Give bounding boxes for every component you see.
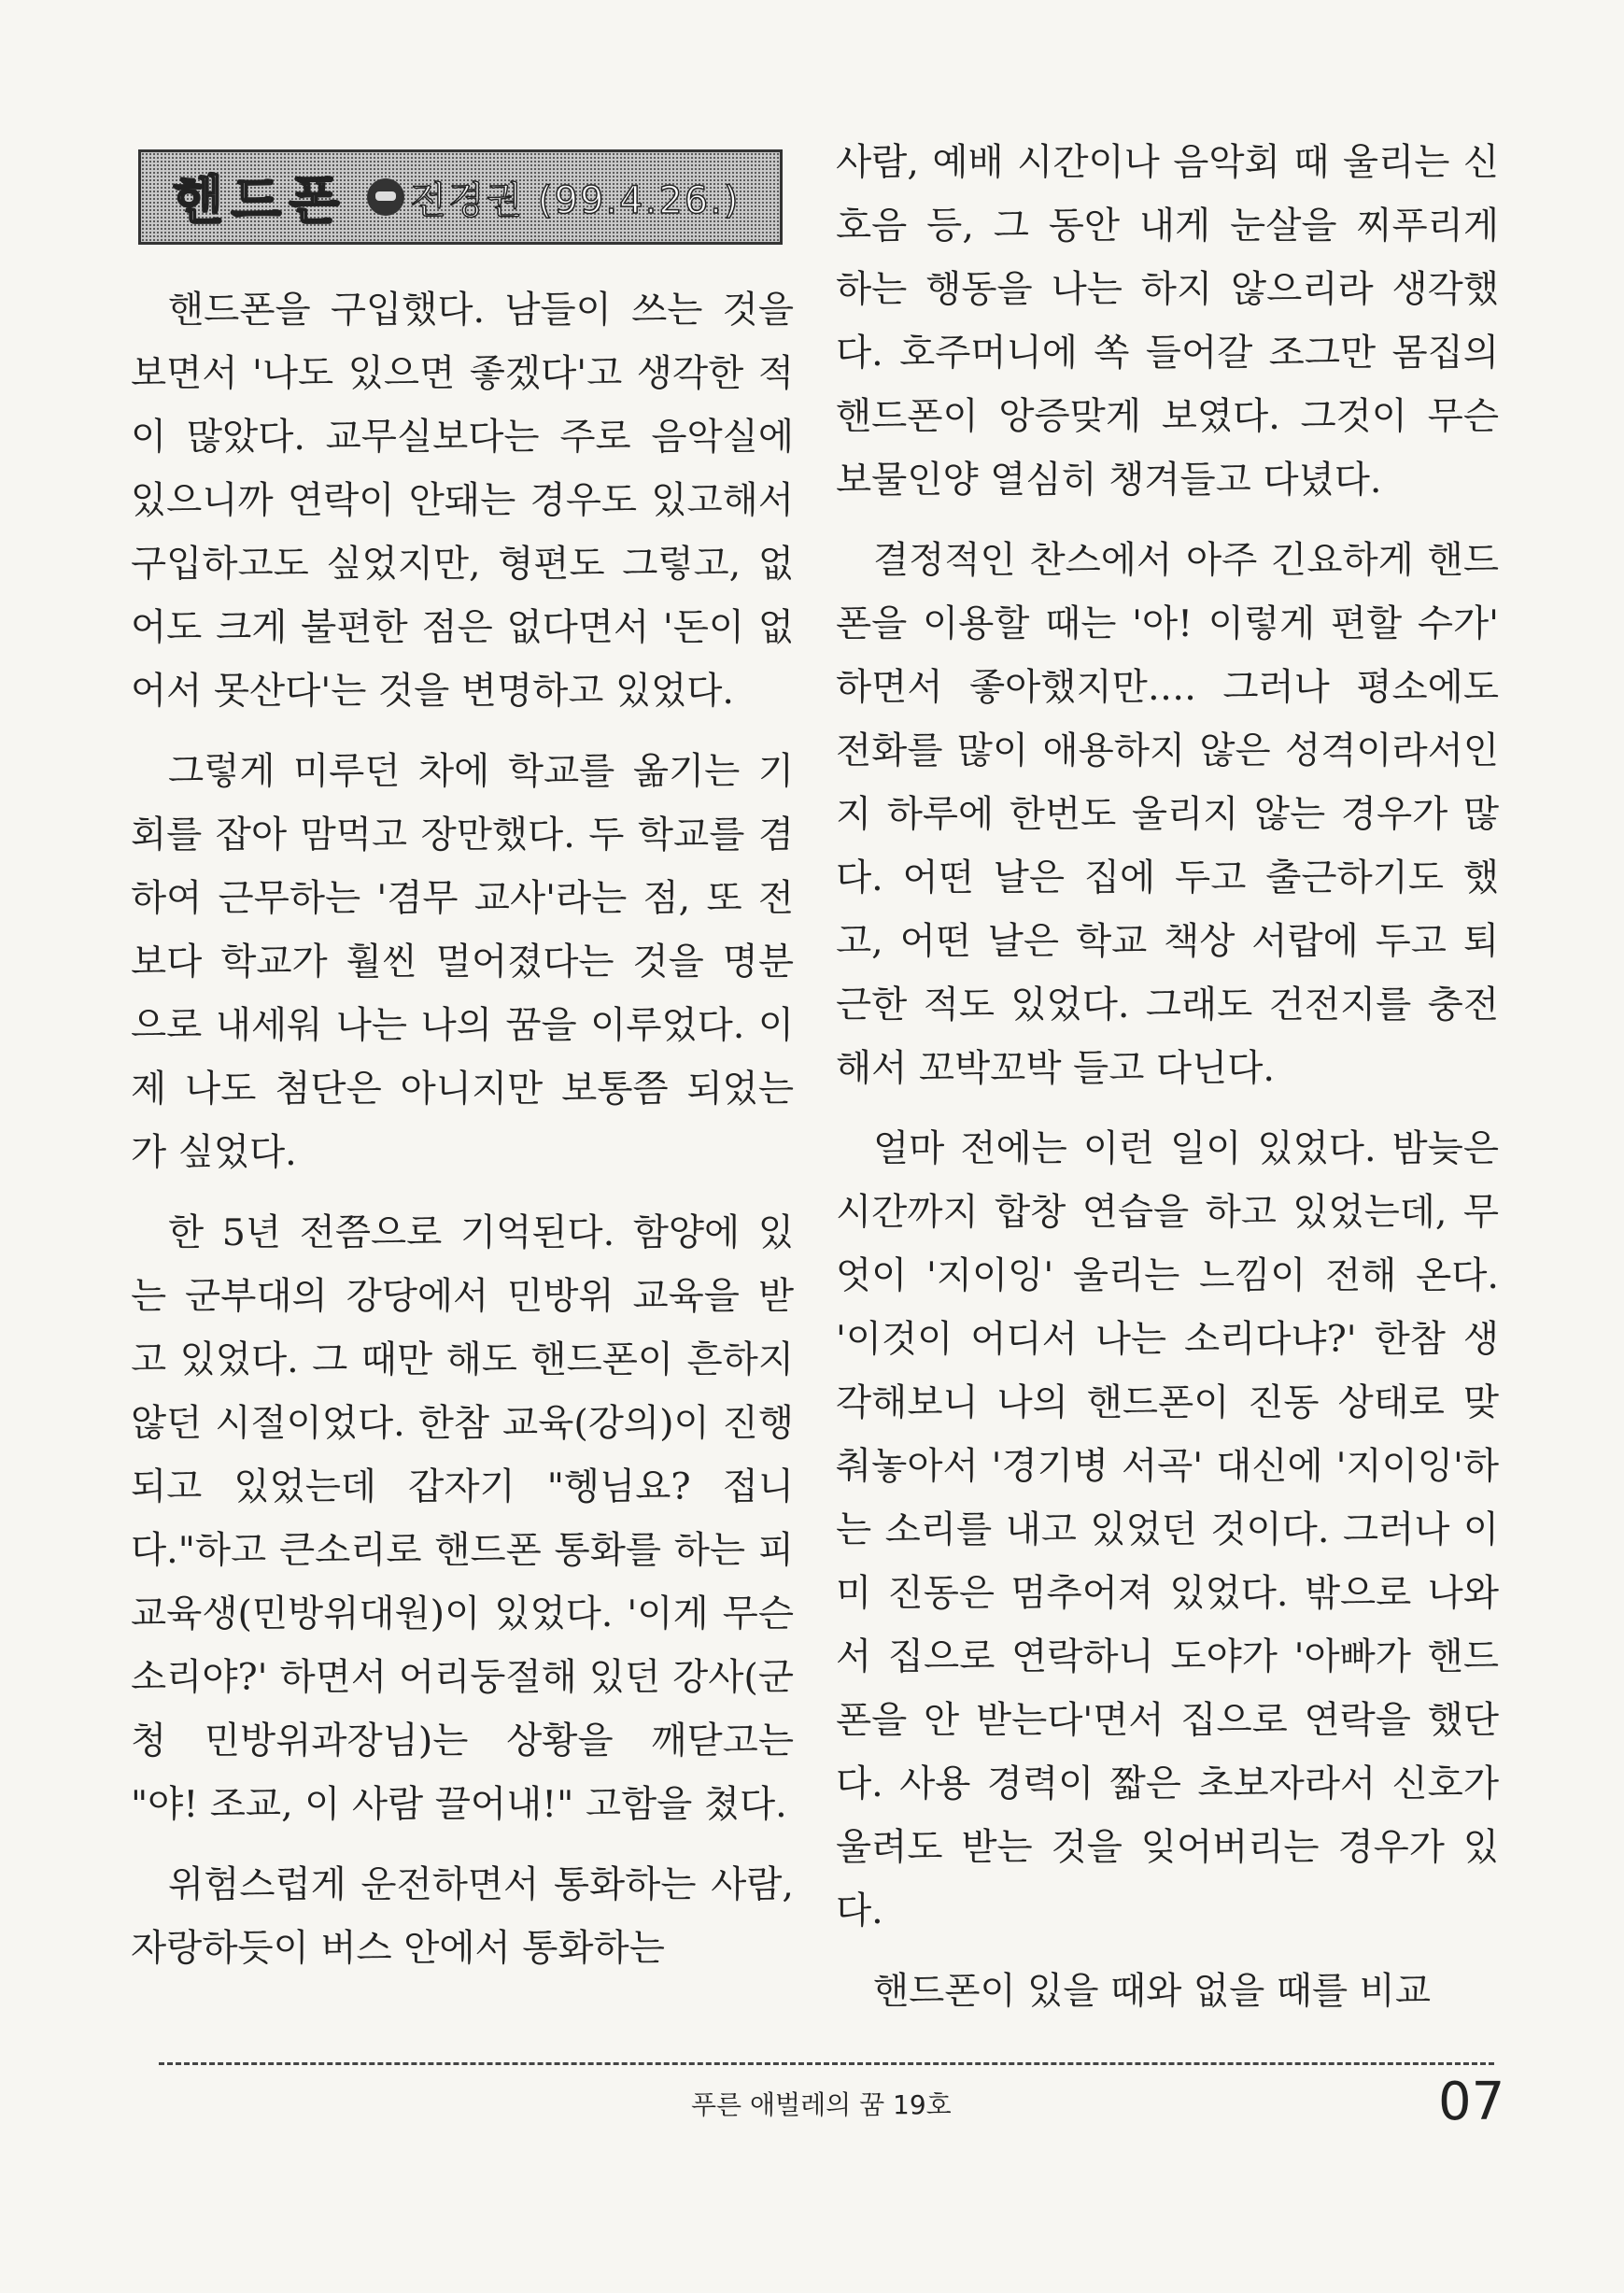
paragraph: 사람, 예배 시간이나 음악회 때 울리는 신호음 등, 그 동안 내게 눈살을 찌푸리게 하는 행동을 나는 하지 않으리라 생각했다. 호주머니에 쏙 들어갈 조그만 몸집의 핸드폰이 앙증맞게 보였다. 그것이 무슨 보물인양 열심히 챙겨들고 다녔다. bbox=[836, 141, 1499, 502]
paragraph: 얼마 전에는 이런 일이 있었다. 밤늦은 시간까지 합창 연습을 하고 있었는데, 무엇이 '지이잉' 울리는 느낌이 전해 온다. '이것이 어디서 나는 소리다냐?' 한참 생각해보니 나의 핸드폰이 진동 상태로 맞춰놓아서 '경기병 서곡' 대신에 '지이잉'하는 소리를 내고 있었던 것이다. 그러나 이미 진동은 멈추어져 있었다. 밖으로 나와서 집으로 연락하니 도야가 '아빠가 핸드폰을 안 받는다'면서 집으로 연락을 했단다. 사용 경력이 짧은 초보자라서 신호가 울려도 받는 것을 잊어버리는 경우가 있다. bbox=[836, 1127, 1499, 1932]
face-icon bbox=[367, 178, 404, 216]
article-title: 핸드폰 bbox=[173, 171, 347, 232]
paragraph: 핸드폰이 있을 때와 없을 때를 비교 bbox=[873, 1970, 1431, 2013]
publication-title: 푸른 애벌레의 꿈 19호 bbox=[691, 2089, 952, 2120]
paragraph: 한 5년 전쯤으로 기억된다. 함양에 있는 군부대의 강당에서 민방위 교육을 받고 있었다. 그 때만 해도 핸드폰이 흔하지 않던 시절이었다. 한참 교육(강의)이 진행되고 있었는데 갑자기 "헹님요? 접니다."하고 큰소리로 핸드폰 통화를 하는 피교육생(민방위대원)이 있었다. '이게 무슨 소리야?' 하면서 어리둥절해 있던 강사(군청 민방위과장님)는 상황을 깨닫고는 "야! 조교, 이 사람 끌어내!" 고함을 쳤다. bbox=[131, 1211, 794, 1826]
author-date: 전경권 (99.4.26.) bbox=[410, 178, 741, 222]
paragraph: 핸드폰을 구입했다. 남들이 쓰는 것을 보면서 '나도 있으면 좋겠다'고 생각한 적이 많았다. 교무실보다는 주로 음악실에 있으니까 연락이 안돼는 경우도 있고해서 구입하고도 싶었지만, 형편도 그렇고, 없어도 크게 불편한 점은 없다면서 '돈이 없어서 못산다'는 것을 변명하고 있었다. bbox=[131, 289, 794, 713]
page-number: 07 bbox=[1438, 2072, 1505, 2132]
left-column bbox=[131, 278, 794, 1997]
right-column bbox=[836, 131, 1499, 2040]
paragraph: 결정적인 찬스에서 아주 긴요하게 핸드폰을 이용할 때는 '아! 이렇게 편할 수가' 하면서 좋아했지만…. 그러나 평소에도 전화를 많이 애용하지 않은 성격이라서인지 하루에 한번도 울리지 않는 경우가 많다. 어떤 날은 집에 두고 출근하기도 했고, 어떤 날은 학교 책상 서랍에 두고 퇴근한 적도 있었다. 그래도 건전지를 충전해서 꼬박꼬박 들고 다닌다. bbox=[836, 539, 1499, 1090]
paragraph: 위험스럽게 운전하면서 통화하는 사람, 자랑하듯이 버스 안에서 통화하는 bbox=[131, 1863, 794, 1970]
paragraph: 그렇게 미루던 차에 학교를 옮기는 기회를 잡아 맘먹고 장만했다. 두 학교를 겸하여 근무하는 '겸무 교사'라는 점, 또 전보다 학교가 훨씬 멀어졌다는 것을 명분으로 내세워 나는 나의 꿈을 이루었다. 이제 나도 첨단은 아니지만 보통쯤 되었는가 싶었다. bbox=[131, 750, 794, 1174]
footer-divider bbox=[159, 2053, 1494, 2065]
article-title-box bbox=[138, 149, 783, 245]
